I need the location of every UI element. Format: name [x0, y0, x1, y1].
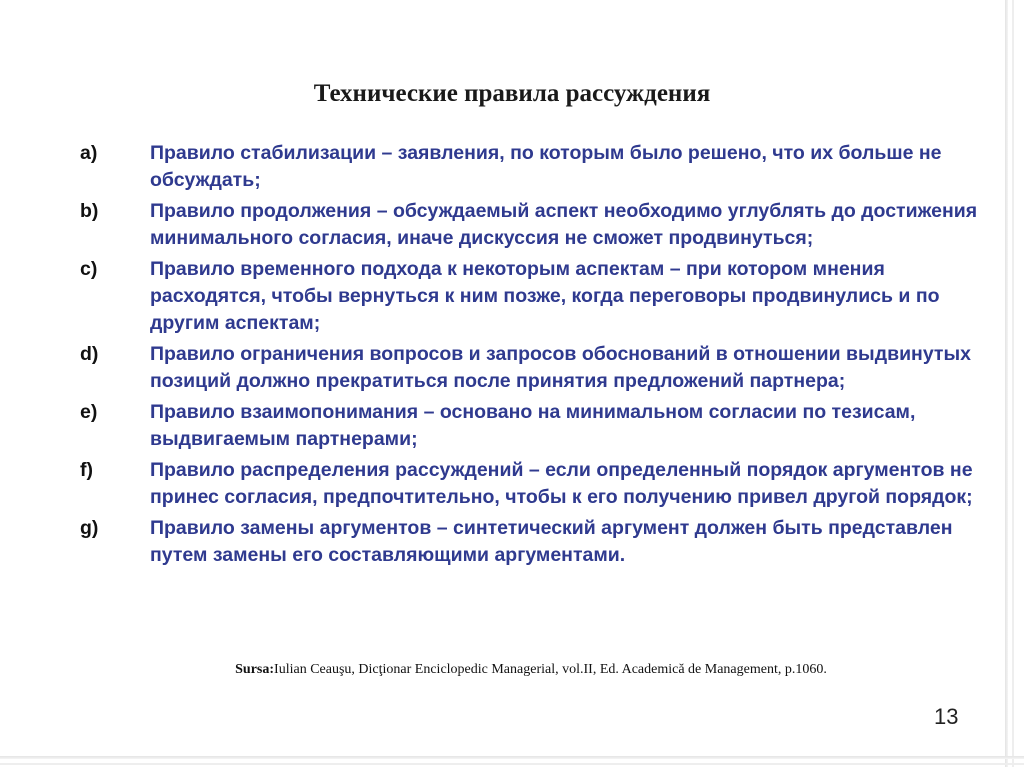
list-item-text: Правило ограничения вопросов и запросов обоснований в отношении выдвинутых позиций должно прекратиться после принятия предложений партнера;	[150, 343, 971, 392]
list-item	[80, 399, 990, 453]
list-marker: b)	[80, 200, 99, 222]
list-item-text: Правило временного подхода к некоторым аспектам – при котором мнения расходятся, чтобы вернуться к ним позже, когда переговоры продвинулись и по другим аспектам;	[150, 258, 940, 334]
list-marker: g)	[80, 517, 99, 539]
list-item-text: Правило распределения рассуждений – если определенный порядок аргументов не принес согласия, предпочтительно, чтобы к его получению привел другой порядок;	[150, 459, 973, 508]
list-item-text: Правило взаимопонимания – основано на минимальном согласии по тезисам, выдвигаемым партнерами;	[150, 401, 916, 450]
list-marker: c)	[80, 258, 98, 280]
source-text: Iulian Ceauşu, Dicţionar Enciclopedic Managerial, vol.II, Ed. Academică de Management, p.1060.	[274, 662, 827, 677]
list-item	[80, 140, 990, 194]
slide-frame-right-outer	[1012, 0, 1014, 767]
list-item-text: Правило замены аргументов – синтетический аргумент должен быть представлен путем замены его составляющими аргументами.	[150, 517, 953, 566]
list-item	[80, 515, 990, 569]
slide-frame-bottom-outer	[0, 763, 1024, 765]
page-number: 13	[934, 704, 959, 729]
slide-frame-right	[1005, 0, 1008, 767]
list-marker: f)	[80, 459, 93, 481]
list-item-text: Правило продолжения – обсуждаемый аспект необходимо углублять до достижения минимального согласия, иначе дискуссия не сможет продвинуться;	[150, 200, 978, 249]
rules-list	[80, 140, 990, 573]
list-item-text: Правило стабилизации – заявления, по которым было решено, что их больше не обсуждать;	[150, 142, 942, 191]
slide-title: Технические правила рассуждения	[313, 80, 711, 107]
slide-frame-bottom	[0, 756, 1024, 759]
list-item	[80, 457, 990, 511]
list-item	[80, 341, 990, 395]
source-label: Sursa:	[235, 662, 275, 677]
list-marker: a)	[80, 142, 98, 164]
list-item	[80, 198, 990, 252]
list-marker: e)	[80, 401, 98, 423]
source-citation	[0, 662, 1024, 678]
list-item	[80, 256, 990, 337]
list-marker: d)	[80, 343, 99, 365]
